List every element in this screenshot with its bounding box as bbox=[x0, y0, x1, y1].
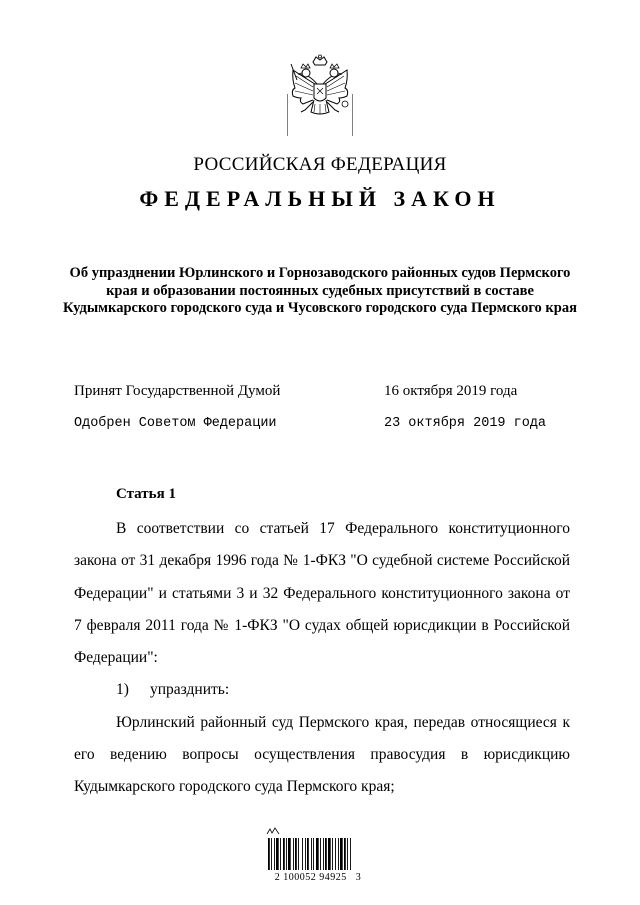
list-item-number: 1) bbox=[116, 681, 129, 699]
duma-date: 16 октября 2019 года bbox=[384, 383, 518, 399]
ink-mark-icon bbox=[266, 826, 280, 836]
article-body bbox=[74, 513, 570, 804]
article-paragraph: Юрлинский районный суд Пермского края, передав относящиеся к его ведению вопросы осуществления правосудия в юрисдикцию Кудымкарского городского суда Пермского края; bbox=[74, 713, 570, 796]
article-intro: В соответствии со статьей 17 Федерального конституционного закона от 31 декабря 1996 года № 1-ФКЗ "О судебной системе Российской Федерации" и статьями 3 и 32 Федерального конституционного закона от 7 февраля 2011 года № 1-ФКЗ "О судах общей юрисдикции в Российской Федерации": bbox=[74, 520, 570, 667]
coat-of-arms-icon bbox=[287, 54, 353, 136]
law-type-heading: ФЕДЕРАЛЬНЫЙ ЗАКОН bbox=[139, 186, 501, 211]
barcode-icon bbox=[268, 838, 368, 870]
country-heading: РОССИЙСКАЯ ФЕДЕРАЦИЯ bbox=[193, 154, 447, 175]
duma-label: Принят Государственной Думой bbox=[74, 383, 281, 399]
barcode bbox=[258, 824, 378, 884]
list-item bbox=[74, 674, 570, 706]
council-date: 23 октября 2019 года bbox=[384, 416, 547, 431]
list-item-text: упразднить: bbox=[150, 681, 230, 699]
barcode-number: 2 100052 94925 3 bbox=[274, 872, 362, 883]
law-title: Об упразднении Юрлинского и Горнозаводского районных судов Пермского края и образовании постоянных судебных присутствий в составе Кудымкарского городского суда и Чусовского городского суда Пермского края bbox=[63, 265, 577, 316]
council-label: Одобрен Советом Федерации bbox=[74, 416, 277, 431]
article-heading: Статья 1 bbox=[116, 486, 176, 502]
